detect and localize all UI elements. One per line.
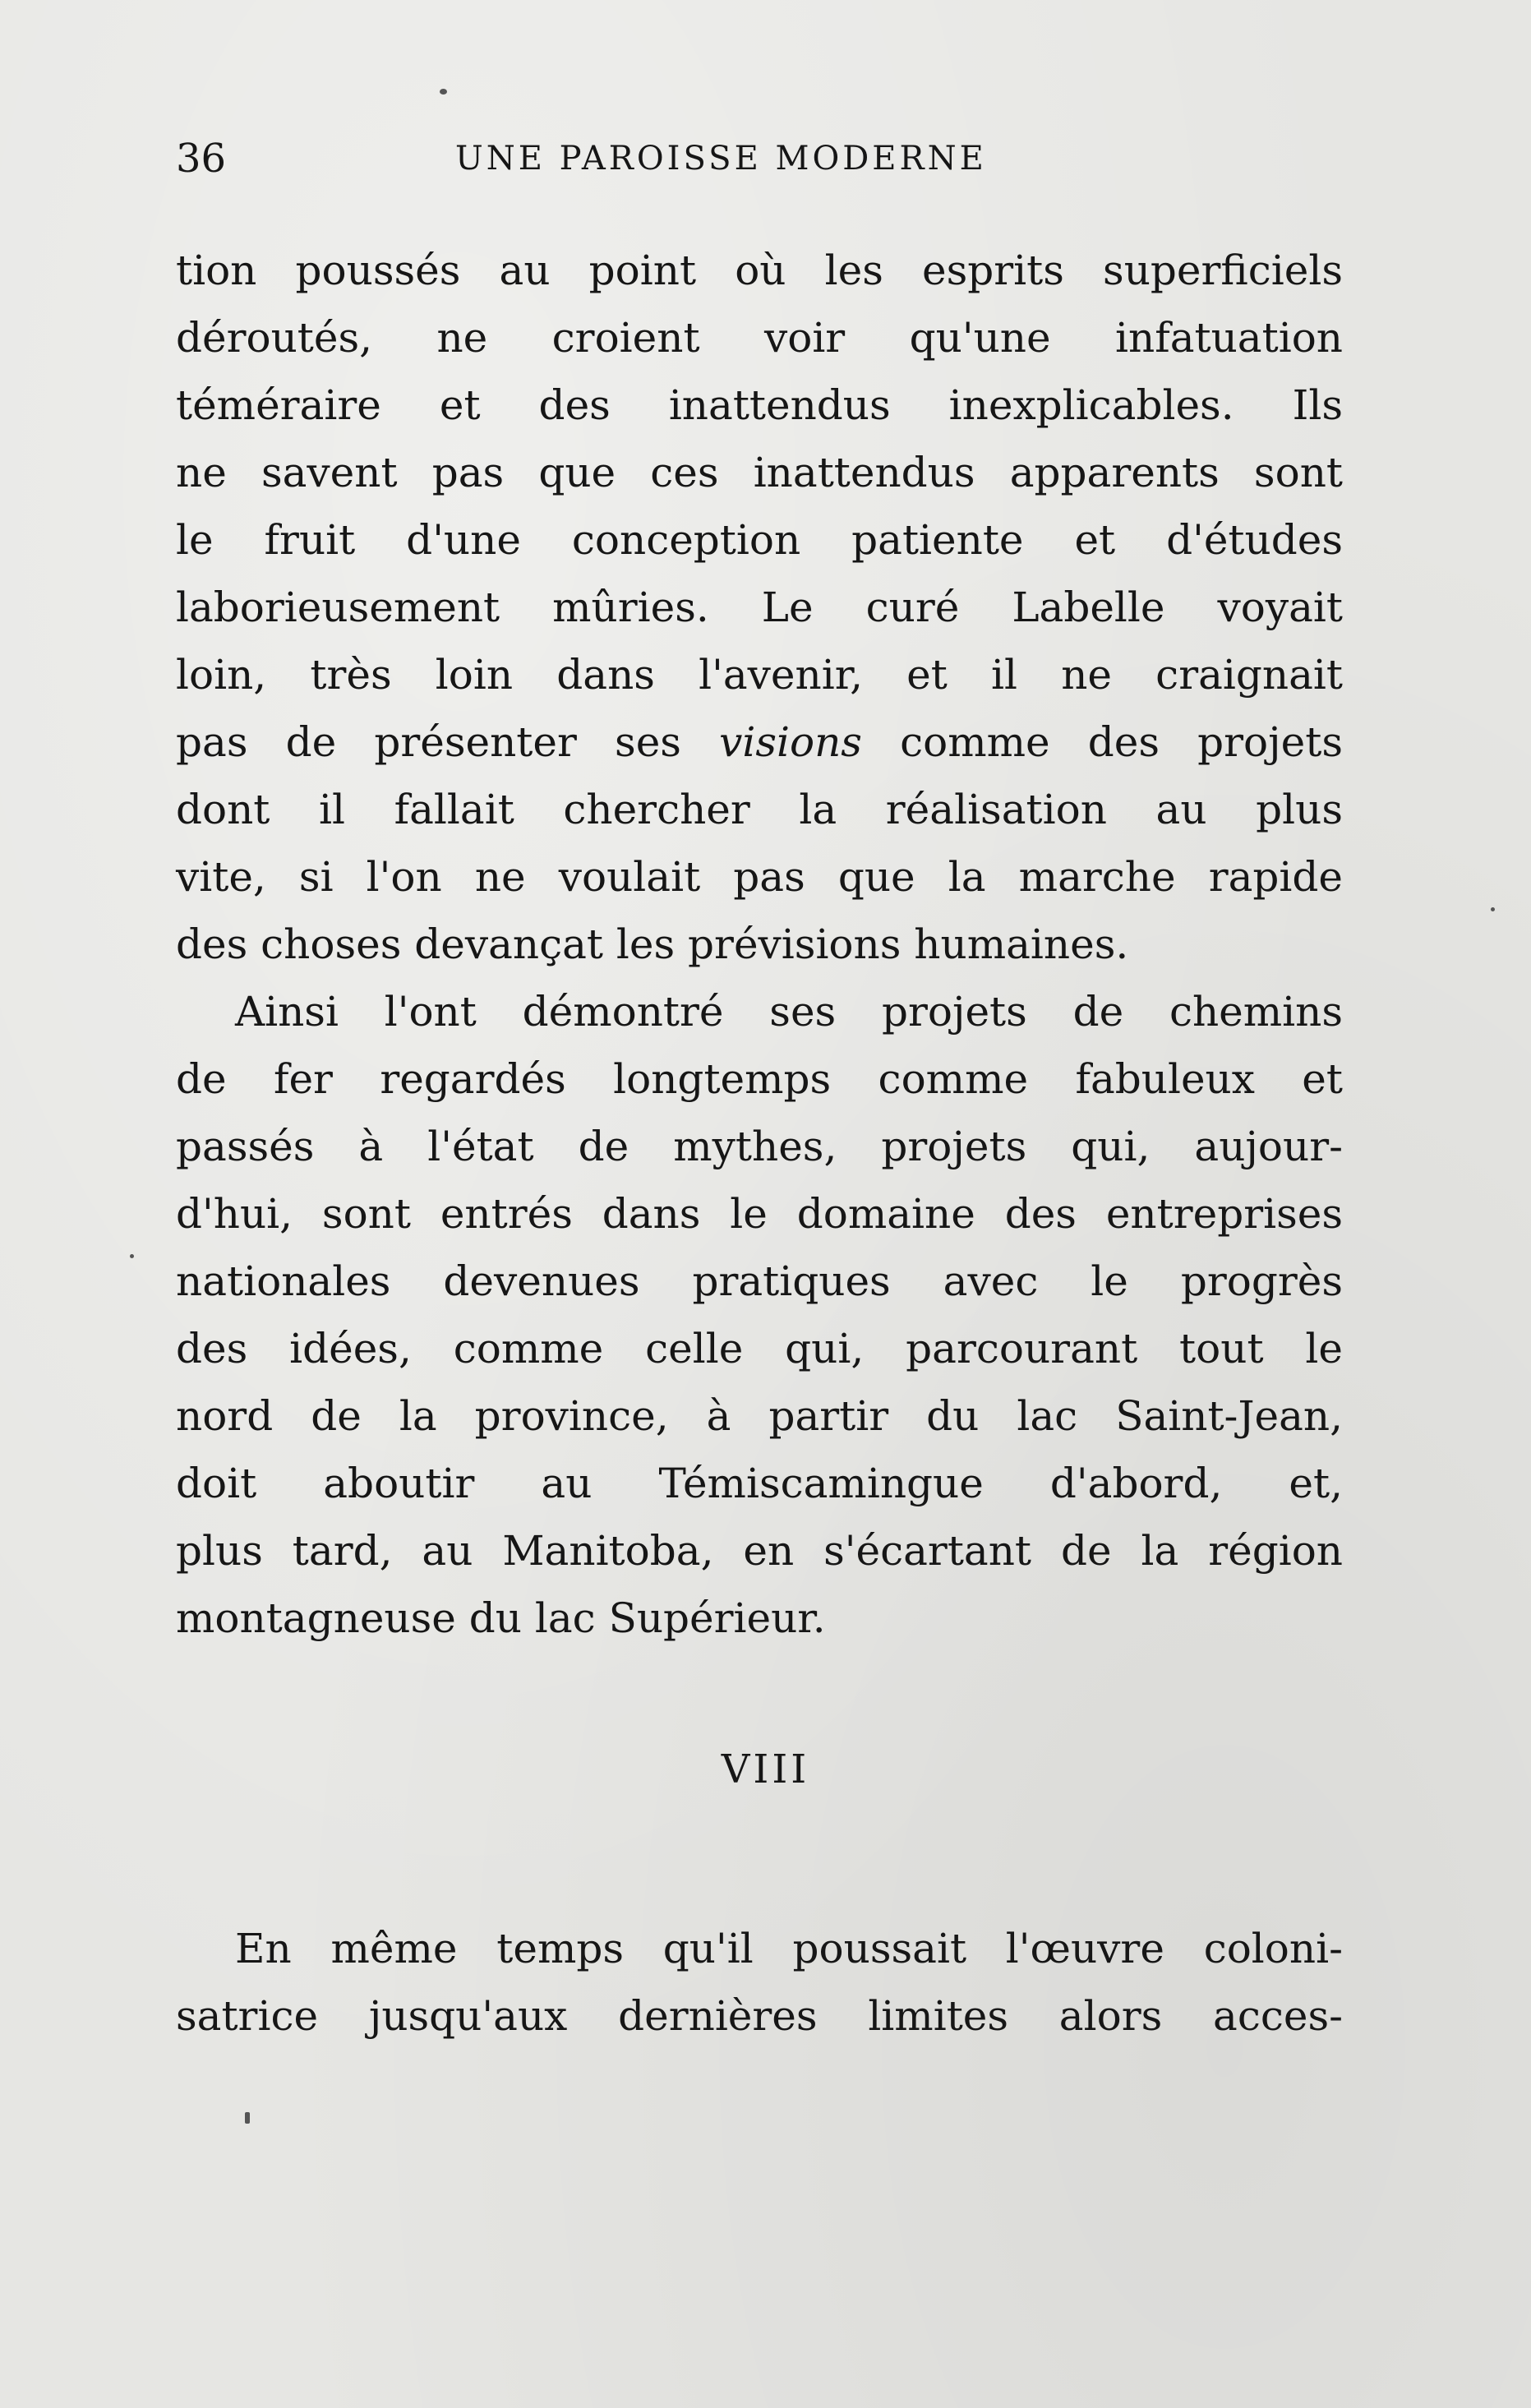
text-line: des choses devançat les prévisions humaines. — [176, 920, 1129, 968]
section-text — [176, 1915, 1343, 2050]
text-line: de fer regardés longtemps comme fabuleux et — [176, 1055, 1343, 1103]
text-line: doit aboutir au Témiscamingue d'abord, et, — [176, 1460, 1343, 1507]
section-heading: VIII — [721, 1746, 810, 1792]
text-line: tion poussés au point où les esprits superficiels — [176, 247, 1343, 294]
text-line: le fruit d'une conception patiente et d'études — [176, 516, 1343, 564]
paragraph-1 — [176, 237, 1343, 978]
text-line: montagneuse du lac Supérieur. — [176, 1594, 826, 1642]
main-text — [176, 237, 1343, 1652]
print-speck — [130, 1254, 134, 1258]
text-segment: pas de présenter ses — [176, 718, 720, 766]
text-line: des idées, comme celle qui, parcourant tout le — [176, 1325, 1343, 1372]
text-line: plus tard, au Manitoba, en s'écartant de la région — [176, 1527, 1343, 1575]
text-line: téméraire et des inattendus inexplicables. Ils — [176, 381, 1343, 429]
print-speck — [1491, 907, 1495, 911]
text-line: nord de la province, à partir du lac Saint-Jean, — [176, 1392, 1343, 1440]
text-line: déroutés, ne croient voir qu'une infatuation — [176, 314, 1343, 362]
paragraph-3 — [176, 1915, 1343, 2050]
print-speck — [245, 2112, 250, 2124]
text-line: ne savent pas que ces inattendus apparents sont — [176, 449, 1343, 496]
text-segment: comme des projets — [861, 718, 1344, 766]
text-line: dont il fallait chercher la réalisation au plus — [176, 786, 1343, 833]
italic-word: visions — [719, 718, 862, 766]
text-line-with-italic — [176, 708, 1343, 776]
text-line: nationales devenues pratiques avec le progrès — [176, 1257, 1343, 1305]
text-line: passés à l'état de mythes, projets qui, aujour- — [176, 1123, 1343, 1170]
page-number: 36 — [176, 136, 227, 182]
text-line: laborieusement mûries. Le curé Labelle voyait — [176, 584, 1343, 631]
text-line: Ainsi l'ont démontré ses projets de chemins — [235, 988, 1343, 1036]
text-line: En même temps qu'il poussait l'œuvre coloni- — [235, 1925, 1343, 1972]
text-line: loin, très loin dans l'avenir, et il ne craignait — [176, 651, 1343, 699]
paragraph-2 — [176, 978, 1343, 1652]
page-header — [176, 130, 1343, 187]
text-line: satrice jusqu'aux dernières limites alors acces- — [176, 1992, 1343, 2040]
text-line: d'hui, sont entrés dans le domaine des entreprises — [176, 1190, 1343, 1238]
text-line: vite, si l'on ne voulait pas que la marche rapide — [176, 853, 1343, 901]
print-speck — [440, 89, 447, 95]
running-title: UNE PAROISSE MODERNE — [455, 140, 987, 178]
